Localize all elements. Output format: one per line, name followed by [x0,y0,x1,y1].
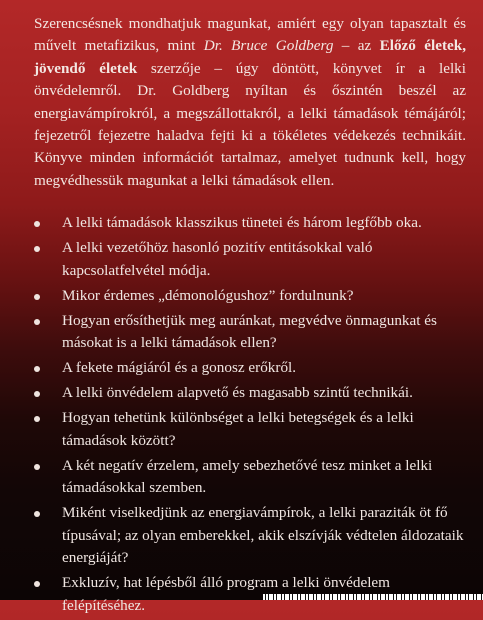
list-item [34,455,466,500]
intro-text-part2: – az [333,37,380,55]
bullet-dot-icon [34,464,40,470]
list-item-text: A két negatív érzelem, amely sebezhetővé tesz minket a lelki támadásokkal szemben. [62,456,433,497]
bullet-dot-icon [34,319,40,325]
list-item [34,407,466,452]
list-item [34,310,466,355]
intro-text-part3: szerzője – úgy döntött, könyvet ír a lelki önvédelemről. Dr. Goldberg nyíltan és őszintén beszél az energiavámpírokról, a megszállottakról, a lelki támadások témájáról; fejezetről fejezetre haladva fejti ki a tökéletes védekezés technikáit. Könyve minden információt tartalmaz, amelyet tudnunk kell, hogy megvédhessük magunkat a lelki támadások ellen. [34,59,466,189]
list-item [34,237,466,282]
list-item [34,382,466,404]
intro-text-part1: Szerencsésnek mondhatjuk magunkat, amiért egy olyan tapasztalt és művelt metafizikus, mint [34,15,466,55]
bullet-dot-icon [34,246,40,252]
list-item [34,212,466,234]
bullet-dot-icon [34,416,40,422]
list-item-text: A fekete mágiáról és a gonosz erőkről. [62,359,297,377]
list-item [34,285,466,307]
bullet-dot-icon [34,391,40,397]
list-item-text: A lelki vezetőhöz hasonló pozitív entitásokkal való kapcsolatfelvétel módja. [62,239,373,279]
bullet-dot-icon [34,366,40,372]
barcode-strip [263,594,483,600]
list-item [34,357,466,379]
list-item-text: Hogyan tehetünk különbséget a lelki betegségek és a lelki támadások között? [62,409,414,449]
bullet-dot-icon [34,511,40,517]
list-item [34,502,466,569]
intro-paragraph [34,13,466,192]
list-item-text: A lelki önvédelem alapvető és magasabb szintű technikái. [62,384,413,402]
list-item-text: Hogyan erősíthetjük meg auránkat, megvédve önmagunkat és másokat is a lelki támadások ellen? [62,311,437,352]
feature-list [34,212,466,620]
list-item-text: Exkluzív, hat lépésből álló program a lelki önvédelem felépítéséhez. [62,574,390,614]
list-item-text: A lelki támadások klasszikus tünetei és három legfőbb oka. [62,214,422,231]
author-name: Dr. Bruce Goldberg [203,37,334,55]
bullet-dot-icon [34,294,40,300]
list-item-text: Mikor érdemes „démonológushoz” fordulnunk? [62,286,354,304]
bullet-dot-icon [34,581,40,587]
book-title: Előző életek, jövendő életek [34,37,466,77]
list-item-text: Miként viselkedjünk az energiavámpírok, a lelki paraziták öt fő típusával; az olyan emberekkel, akik elszívják védtelen áldozataik energiáját? [62,504,464,567]
bullet-dot-icon [34,221,40,227]
